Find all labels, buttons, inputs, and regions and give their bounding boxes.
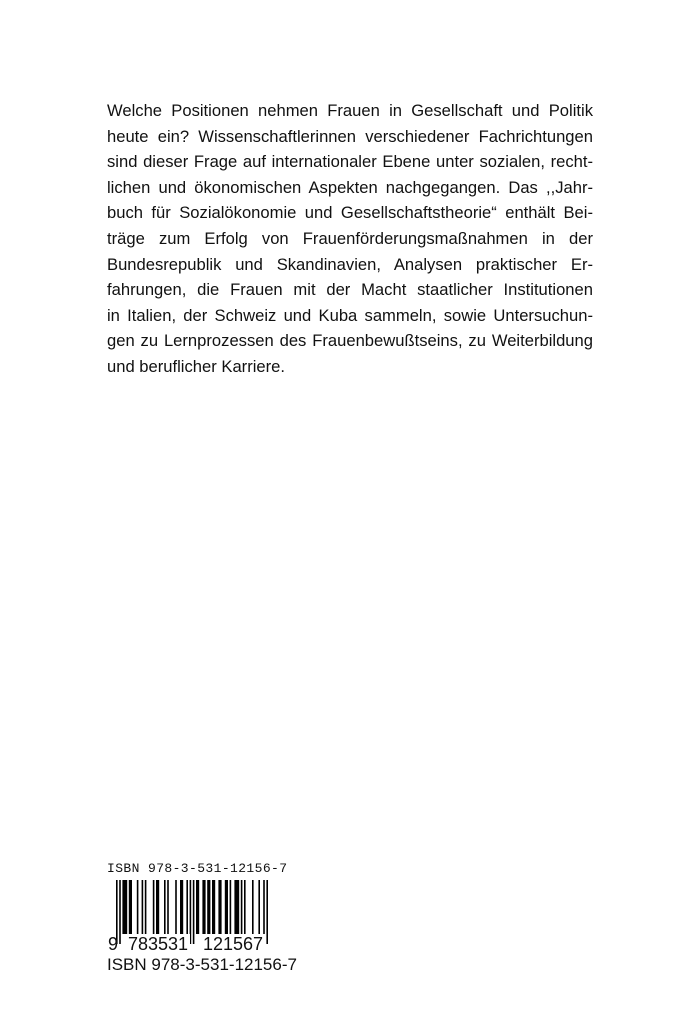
blurb-line: träge zum Erfolg von Frauenförderungsmaßnahmen in der — [107, 228, 593, 248]
barcode-bar — [145, 880, 147, 934]
barcode-bar — [167, 880, 169, 934]
barcode-bar — [202, 880, 205, 934]
isbn-top-label: ISBN 978-3-531-12156-7 — [107, 861, 288, 876]
barcode-guard-bar — [266, 880, 268, 944]
barcode-bar — [241, 880, 243, 934]
blurb-line: lichen und ökonomischen Aspekten nachgegangen. Das ,,Jahr- — [107, 177, 593, 197]
isbn-bottom-label: ISBN 978-3-531-12156-7 — [107, 955, 297, 974]
barcode-bar — [207, 880, 210, 934]
blurb-line: Bundesrepublik und Skandinavien, Analysen praktischer Er- — [107, 254, 593, 274]
barcode-bar — [164, 880, 166, 934]
barcode-digits-left: 783531 — [128, 934, 189, 954]
barcode-bar — [225, 880, 228, 934]
barcode-bar — [156, 880, 159, 934]
barcode-bar — [142, 880, 144, 934]
barcode-bar — [180, 880, 183, 934]
barcode-bar — [137, 880, 139, 934]
blurb-line: und beruflicher Karriere. — [107, 356, 286, 376]
barcode-bar — [186, 880, 188, 934]
barcode-bar — [153, 880, 155, 934]
barcode-digits-right: 121567 — [203, 934, 264, 954]
barcode-bar — [258, 880, 260, 934]
barcode-bar — [234, 880, 239, 934]
blurb-line: sind dieser Frage auf internationaler Ebene unter sozialen, recht- — [107, 152, 593, 172]
barcode-bar — [244, 880, 246, 934]
back-cover-blurb — [107, 98, 593, 380]
blurb-line: fahrungen, die Frauen mit der Macht staatlicher Institutionen — [107, 280, 593, 300]
blurb-line: buch für Sozialökonomie und Gesellschaftstheorie“ enthält Bei- — [107, 203, 593, 223]
blurb-line: heute ein? Wissenschaftlerinnen verschiedener Fachrichtungen — [107, 126, 593, 146]
barcode-bar — [196, 880, 199, 934]
barcode-bar — [175, 880, 177, 934]
barcode-bar — [218, 880, 221, 934]
barcode-bar — [122, 880, 127, 934]
barcode-guard-bar — [193, 880, 195, 944]
barcode-bar — [230, 880, 232, 934]
barcode-digit-first: 9 — [108, 934, 119, 954]
barcode-bar — [212, 880, 215, 934]
blurb-line: Welche Positionen nehmen Frauen in Gesellschaft und Politik — [107, 101, 593, 120]
blurb-line: gen zu Lernprozessen des Frauenbewußtseins, zu Weiterbildung — [107, 331, 593, 351]
blurb-line: in Italien, der Schweiz und Kuba sammeln, sowie Untersuchun- — [107, 305, 593, 325]
barcode-bar — [129, 880, 132, 934]
barcode-guard-bar — [119, 880, 121, 944]
barcode-bar — [252, 880, 254, 934]
